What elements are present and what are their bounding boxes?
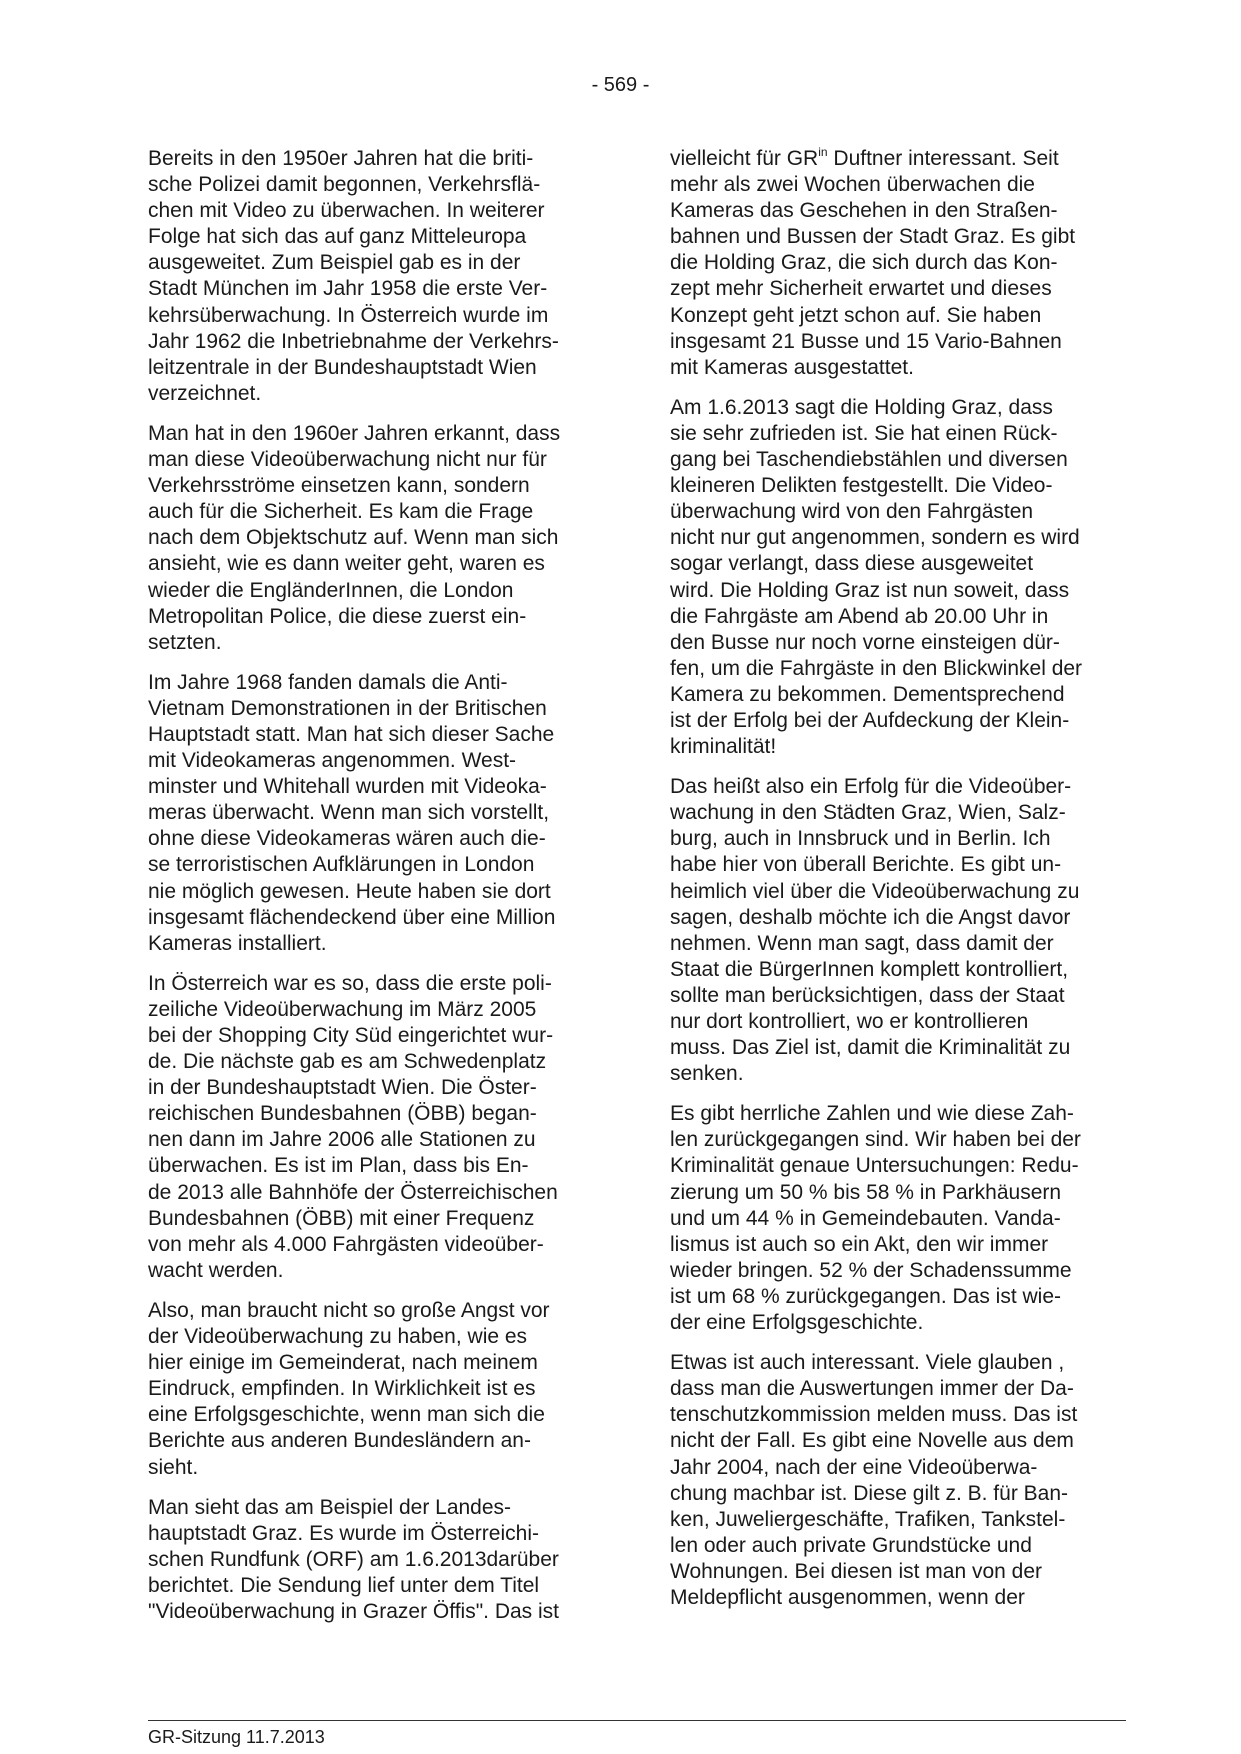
text-line: Bundesbahnen (ÖBB) mit einer Frequenz — [148, 1206, 535, 1230]
text-line: sagen, deshalb möchte ich die Angst davor — [670, 905, 1071, 929]
text-line: Bereits in den 1950er Jahren hat die briti- — [148, 147, 534, 170]
text-line: mit Videokameras angenommen. West- — [148, 749, 517, 773]
text-line: sche Polizei damit begonnen, Verkehrsflä- — [148, 173, 541, 197]
text-line: insgesamt flächendeckend über eine Million — [148, 905, 556, 929]
text-line: Metropolitan Police, die diese zuerst ein- — [148, 604, 527, 628]
text-line: Eindruck, empfinden. In Wirklichkeit ist es — [148, 1377, 536, 1401]
paragraph — [670, 1101, 1140, 1336]
paragraph — [670, 146, 1140, 381]
text-fragment: vielleicht für GR — [670, 147, 819, 170]
text-line: mit Kameras ausgestattet. — [670, 355, 914, 379]
text-line: wachung in den Städten Graz, Wien, Salz- — [670, 801, 1066, 825]
text-line: verzeichnet. — [148, 381, 262, 405]
paragraph — [148, 146, 608, 407]
text-line: der eine Erfolgsgeschichte. — [670, 1311, 924, 1335]
text-line: leitzentrale in der Bundeshauptstadt Wien — [148, 355, 537, 379]
text-line: nicht nur gut angenommen, sondern es wird — [670, 526, 1080, 550]
text-line: Wohnungen. Bei diesen ist man von der — [670, 1559, 1043, 1583]
text-line: Das heißt also ein Erfolg für die Videoüber- — [670, 775, 1072, 799]
text-line: Meldepflicht ausgenommen, wenn der — [670, 1585, 1025, 1609]
text-line: zeiliche Videoüberwachung im März 2005 — [148, 997, 537, 1021]
text-line: Am 1.6.2013 sagt die Holding Graz, dass — [670, 395, 1053, 419]
text-line: reichischen Bundesbahnen (ÖBB) began- — [148, 1102, 537, 1126]
text-line: se terroristischen Aufklärungen in London — [148, 853, 535, 877]
text-line: zierung um 50 % bis 58 % in Parkhäusern — [670, 1180, 1062, 1204]
text-line: insgesamt 21 Busse und 15 Vario-Bahnen — [670, 329, 1062, 353]
left-column — [148, 146, 608, 1639]
text-line: wieder die EngländerInnen, die London — [148, 578, 514, 602]
text-line: und um 44 % in Gemeindebauten. Vanda- — [670, 1206, 1061, 1230]
text-line: sogar verlangt, dass diese ausgeweitet — [670, 552, 1034, 576]
text-line: Also, man braucht nicht so große Angst vor — [148, 1298, 550, 1322]
text-line: Es gibt herrliche Zahlen und wie diese Zah- — [670, 1102, 1074, 1126]
text-line: Folge hat sich das auf ganz Mitteleuropa — [148, 225, 527, 249]
text-line: Kameras das Geschehen in den Straßen- — [670, 199, 1058, 223]
text-line: nehmen. Wenn man sagt, dass damit der — [670, 931, 1054, 955]
paragraph — [670, 774, 1140, 1087]
text-line: lismus ist auch so ein Akt, den wir immer — [670, 1232, 1049, 1256]
text-line: de 2013 alle Bahnhöfe der Österreichischen — [148, 1180, 558, 1204]
text-line: die Fahrgäste am Abend ab 20.00 Uhr in — [670, 604, 1049, 628]
paragraph — [148, 1298, 608, 1481]
text-line: ausgeweitet. Zum Beispiel gab es in der — [148, 251, 521, 275]
text-line: Verkehrsströme einsetzen kann, sondern — [148, 474, 530, 498]
text-line: gang bei Taschendiebstählen und diversen — [670, 448, 1068, 472]
text-line: fen, um die Fahrgäste in den Blickwinkel der — [670, 656, 1083, 680]
text-line: in der Bundeshauptstadt Wien. Die Öster- — [148, 1076, 537, 1100]
text-line: von mehr als 4.000 Fahrgästen videoüber- — [148, 1232, 544, 1256]
text-line: nach dem Objektschutz auf. Wenn man sich — [148, 526, 559, 550]
text-line: Man sieht das am Beispiel der Landes- — [148, 1495, 512, 1519]
text-line: wieder bringen. 52 % der Schadenssumme — [670, 1258, 1072, 1282]
text-line: chung machbar ist. Diese gilt z. B. für Ban- — [670, 1481, 1069, 1505]
text-line: die Holding Graz, die sich durch das Kon- — [670, 251, 1058, 275]
paragraph — [148, 1495, 608, 1625]
text-line: wacht werden. — [148, 1258, 284, 1282]
text-line: berichtet. Die Sendung lief unter dem Titel — [148, 1573, 540, 1597]
text-line: len zurückgegangen sind. Wir haben bei der — [670, 1128, 1081, 1152]
text-line: len oder auch private Grundstücke und — [670, 1533, 1032, 1557]
footer-session: GR-Sitzung 11.7.2013 — [148, 1727, 325, 1747]
paragraph — [670, 395, 1140, 760]
text-line: burg, auch in Innsbruck und in Berlin. Ich — [670, 827, 1051, 851]
text-line: nen dann im Jahre 2006 alle Stationen zu — [148, 1128, 536, 1152]
text-line: hauptstadt Graz. Es wurde im Österreichi- — [148, 1521, 539, 1545]
text-line: überwachen. Es ist im Plan, dass bis En- — [148, 1154, 529, 1178]
text-line: Vietnam Demonstrationen in der Britischen — [148, 696, 547, 720]
text-line: dass man die Auswertungen immer der Da- — [670, 1377, 1074, 1401]
text-line: Konzept geht jetzt schon auf. Sie haben — [670, 303, 1042, 327]
paragraph — [148, 421, 608, 656]
text-line: Jahr 1962 die Inbetriebnahme der Verkehrs- — [148, 329, 559, 353]
text-line: minster und Whitehall wurden mit Videoka- — [148, 775, 547, 799]
text-line: nicht der Fall. Es gibt eine Novelle aus dem — [670, 1429, 1074, 1453]
text-line: setzten. — [148, 630, 222, 654]
text-line: ist um 68 % zurückgegangen. Das ist wie- — [670, 1284, 1062, 1308]
text-line: Kriminalität genaue Untersuchungen: Redu- — [670, 1154, 1079, 1178]
text-line: schen Rundfunk (ORF) am 1.6.2013darüber — [148, 1547, 559, 1571]
text-line: nie möglich gewesen. Heute haben sie dort — [148, 879, 551, 903]
text-line: zept mehr Sicherheit erwartet und dieses — [670, 277, 1052, 301]
text-line: überwachung wird von den Fahrgästen — [670, 500, 1034, 524]
text-line: hier einige im Gemeinderat, nach meinem — [148, 1351, 538, 1375]
superscript: in — [818, 145, 828, 159]
text-line: kehrsüberwachung. In Österreich wurde im — [148, 303, 549, 327]
text-line: auch für die Sicherheit. Es kam die Frage — [148, 500, 534, 524]
text-line: ohne diese Videokameras wären auch die- — [148, 827, 546, 851]
text-line: bei der Shopping City Süd eingerichtet wur- — [148, 1024, 554, 1047]
text-line: ansieht, wie es dann weiter geht, waren es — [148, 552, 545, 576]
text-line: ist der Erfolg bei der Aufdeckung der Klein- — [670, 708, 1070, 732]
text-line: sollte man berücksichtigen, dass der Staat — [670, 983, 1065, 1007]
text-line: nur dort kontrolliert, wo er kontrollieren — [670, 1010, 1029, 1033]
text-line: Staat die BürgerInnen komplett kontrolliert, — [670, 957, 1069, 981]
right-column — [670, 146, 1140, 1625]
text-line: kriminalität! — [670, 735, 777, 759]
page-number: - 569 - — [591, 74, 650, 96]
text-line: Hauptstadt statt. Man hat sich dieser Sache — [148, 722, 555, 746]
text-line: bahnen und Bussen der Stadt Graz. Es gibt — [670, 225, 1076, 249]
text-line: Man hat in den 1960er Jahren erkannt, dass — [148, 421, 561, 445]
text-line: wird. Die Holding Graz ist nun soweit, dass — [670, 578, 1070, 602]
text-line: kleineren Delikten festgestellt. Die Video- — [670, 474, 1053, 498]
text-line — [670, 146, 1140, 172]
text-line: de. Die nächste gab es am Schwedenplatz — [148, 1050, 547, 1074]
text-line: meras überwacht. Wenn man sich vorstellt, — [148, 801, 550, 825]
text-line: senken. — [670, 1062, 744, 1086]
text-line: Kamera zu bekommen. Dementsprechend — [670, 682, 1065, 706]
text-line: chen mit Video zu überwachen. In weiterer — [148, 199, 545, 223]
text-fragment: Duftner interessant. Seit — [827, 147, 1059, 170]
text-line: habe hier von überall Berichte. Es gibt un- — [670, 853, 1062, 877]
text-line: man diese Videoüberwachung nicht nur für — [148, 448, 547, 472]
paragraph — [670, 1350, 1140, 1611]
text-line: Im Jahre 1968 fanden damals die Anti- — [148, 670, 508, 694]
text-line: der Videoüberwachung zu haben, wie es — [148, 1325, 528, 1349]
footer-divider — [148, 1720, 1126, 1721]
paragraph — [148, 971, 608, 1284]
text-line: Jahr 2004, nach der eine Videoüberwa- — [670, 1455, 1038, 1479]
text-line: sieht. — [148, 1455, 199, 1479]
text-line: tenschutzkommission melden muss. Das ist — [670, 1403, 1078, 1427]
text-line: eine Erfolgsgeschichte, wenn man sich die — [148, 1403, 545, 1427]
text-line: Kameras installiert. — [148, 931, 327, 955]
text-line: Berichte aus anderen Bundesländern an- — [148, 1429, 531, 1453]
text-line: In Österreich war es so, dass die erste poli- — [148, 971, 552, 995]
text-line: muss. Das Ziel ist, damit die Kriminalität zu — [670, 1036, 1071, 1060]
text-line: den Busse nur noch vorne einsteigen dür- — [670, 630, 1060, 654]
paragraph — [148, 670, 608, 957]
text-line: heimlich viel über die Videoüberwachung zu — [670, 879, 1080, 903]
text-line: mehr als zwei Wochen überwachen die — [670, 173, 1035, 197]
text-line: sie sehr zufrieden ist. Sie hat einen Rück- — [670, 421, 1058, 445]
text-line: "Videoüberwachung in Grazer Öffis". Das ist — [148, 1599, 559, 1623]
text-line: Etwas ist auch interessant. Viele glauben , — [670, 1351, 1065, 1375]
text-line: ken, Juweliergeschäfte, Trafiken, Tankstel- — [670, 1507, 1066, 1531]
text-line: Stadt München im Jahr 1958 die erste Ver- — [148, 277, 548, 301]
